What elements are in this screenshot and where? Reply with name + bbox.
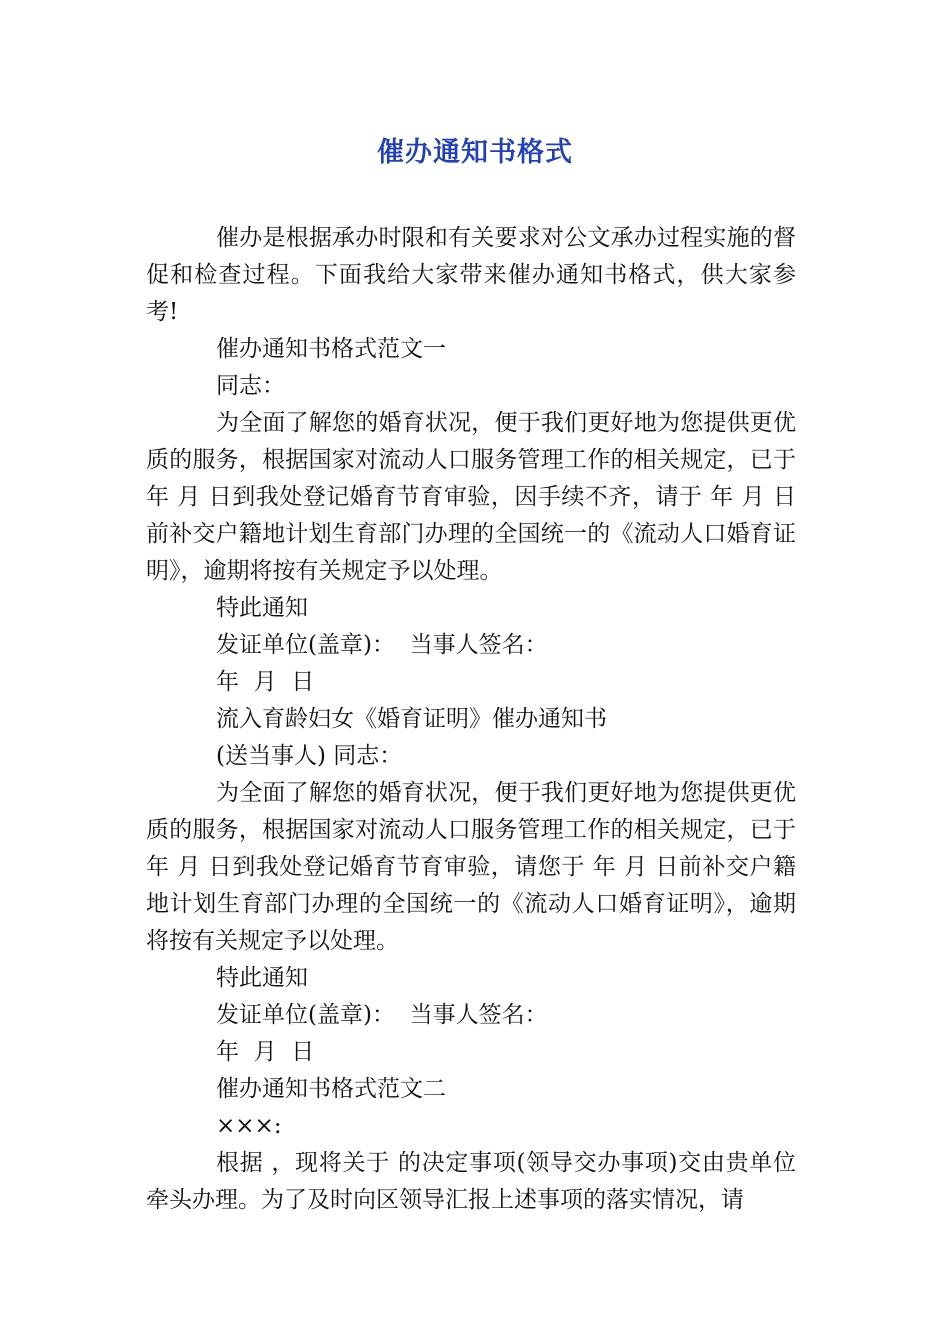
document-body bbox=[146, 220, 796, 1219]
body-paragraph: 根据 ，现将关于 的决定事项(领导交办事项)交由贵单位牵头办理。为了及时向区领导汇报上述事项的落实情况，请 bbox=[146, 1150, 796, 1213]
closing-line: 特此通知 bbox=[216, 965, 308, 991]
signature-line: 发证单位(盖章)： 当事人签名： bbox=[216, 1002, 548, 1028]
sample-two-heading: 催办通知书格式范文二 bbox=[216, 1076, 446, 1102]
sub-heading: 流入育龄妇女《婚育证明》催办通知书 bbox=[216, 706, 607, 732]
signature-line: 发证单位(盖章)： 当事人签名： bbox=[216, 632, 548, 658]
salutation: 同志： bbox=[216, 373, 285, 399]
notice-paragraph: 为全面了解您的婚育状况，便于我们更好地为您提供更优质的服务，根据国家对流动人口服务管理工作的相关规定，已于 年 月 日到我处登记婚育节育审验，因手续不齐，请于 年 月 日前补交户籍地计划生育部门办理的全国统一的《流动人口婚育证明》，逾期将按有关规定予以处理。 bbox=[146, 410, 796, 584]
date-line: 年 月 日 bbox=[216, 669, 315, 695]
notice-paragraph: 为全面了解您的婚育状况，便于我们更好地为您提供更优质的服务，根据国家对流动人口服务管理工作的相关规定，已于 年 月 日到我处登记婚育节育审验，请您于 年 月 日前补交户籍地计划生育部门办理的全国统一的《流动人口婚育证明》，逾期将按有关规定予以处理。 bbox=[146, 780, 796, 954]
salutation: ×××: bbox=[216, 1113, 282, 1139]
sample-one-heading: 催办通知书格式范文一 bbox=[216, 336, 446, 362]
document-title: 催办通知书格式 bbox=[377, 137, 573, 168]
intro-paragraph: 催办是根据承办时限和有关要求对公文承办过程实施的督促和检查过程。下面我给大家带来催办通知书格式，供大家参考! bbox=[146, 225, 796, 325]
date-line: 年 月 日 bbox=[216, 1039, 315, 1065]
salutation: (送当事人) 同志： bbox=[216, 743, 403, 769]
closing-line: 特此通知 bbox=[216, 595, 308, 621]
